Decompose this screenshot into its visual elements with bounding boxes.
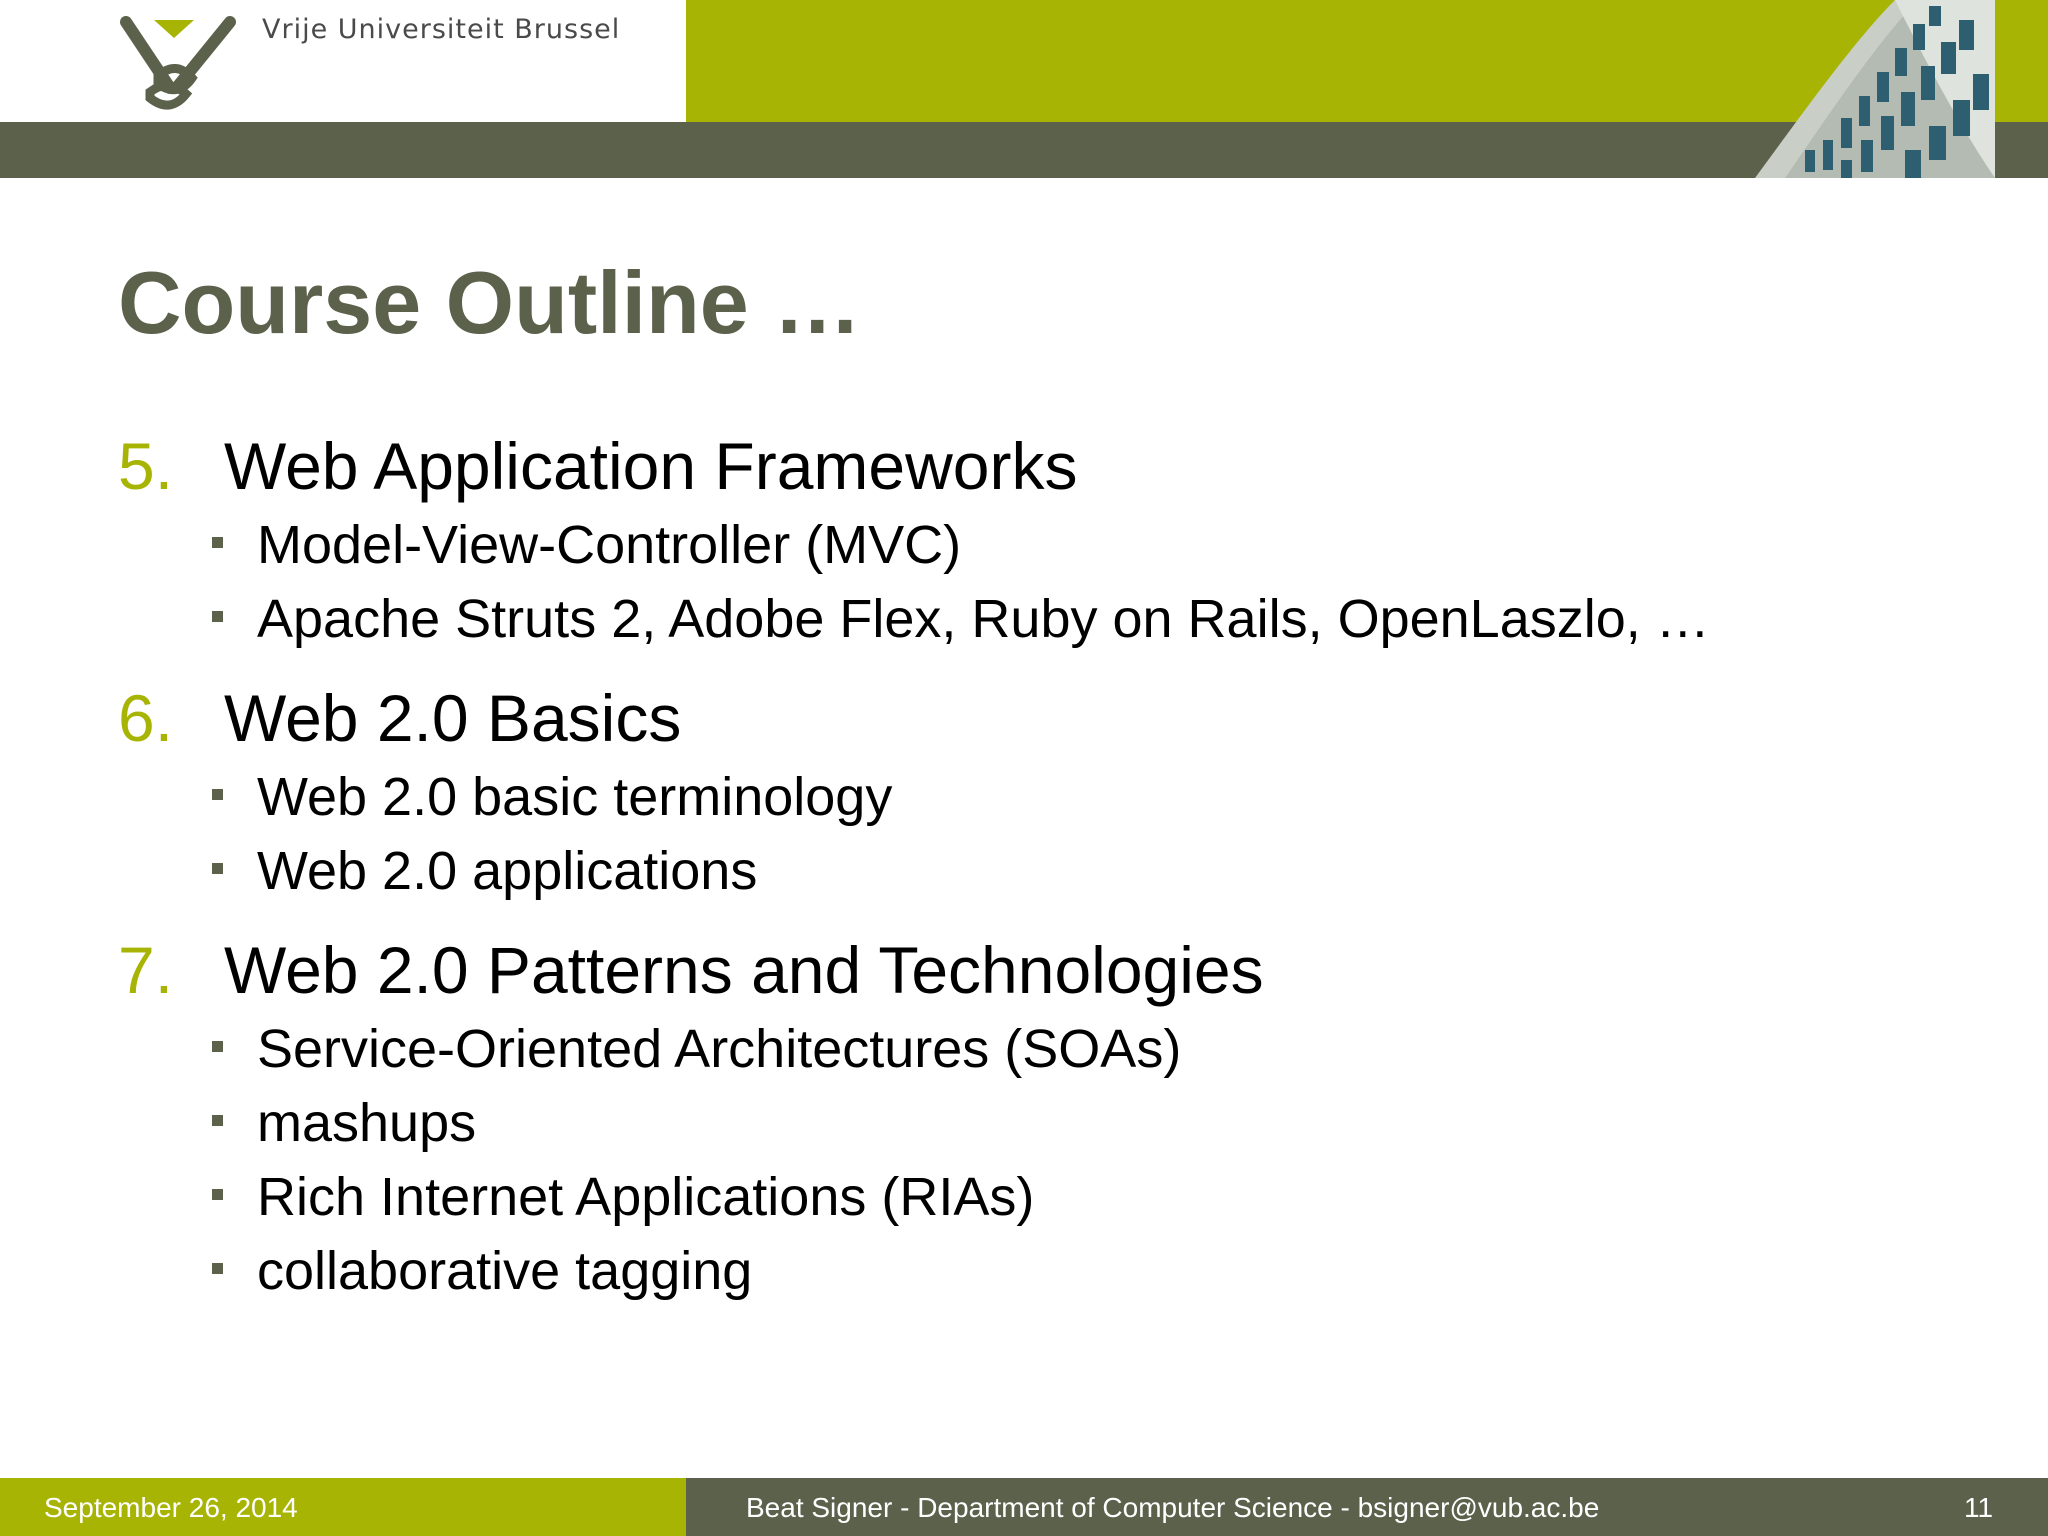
list-item-label: Model-View-Controller (MVC) <box>257 515 962 575</box>
list-item <box>212 1018 1181 1080</box>
square-bullet-icon <box>212 1115 223 1126</box>
list-item-label: Web 2.0 applications <box>257 841 758 901</box>
list-item <box>212 1240 752 1302</box>
vub-logo-icon <box>118 16 238 112</box>
list-item-label: Service-Oriented Architectures (SOAs) <box>257 1019 1182 1079</box>
section-item <box>118 428 1077 504</box>
list-item <box>212 1166 1034 1228</box>
list-item-label: collaborative tagging <box>257 1241 753 1301</box>
square-bullet-icon <box>212 1041 223 1052</box>
section-number: 7. <box>118 933 174 1007</box>
section-item <box>118 680 681 756</box>
list-item <box>212 840 757 902</box>
section-number: 5. <box>118 429 174 503</box>
section-item <box>118 932 1264 1008</box>
list-item <box>212 588 1710 650</box>
square-bullet-icon <box>212 1263 223 1274</box>
header-band <box>0 122 2048 178</box>
list-item-label: Apache Struts 2, Adobe Flex, Ruby on Rails, OpenLaszlo, … <box>257 589 1710 649</box>
section-label: Web 2.0 Basics <box>224 681 682 755</box>
section-label: Web 2.0 Patterns and Technologies <box>224 933 1264 1007</box>
square-bullet-icon <box>212 611 223 622</box>
building-image-icon <box>1745 0 1995 178</box>
section-label: Web Application Frameworks <box>224 429 1078 503</box>
list-item <box>212 1092 476 1154</box>
page-title: Course Outline … <box>118 253 862 352</box>
footer-date: September 26, 2014 <box>44 1492 298 1523</box>
section-number: 6. <box>118 681 174 755</box>
list-item-label: Rich Internet Applications (RIAs) <box>257 1167 1035 1227</box>
square-bullet-icon <box>212 1189 223 1200</box>
list-item <box>212 766 892 828</box>
university-name: Vrije Universiteit Brussel <box>262 14 621 45</box>
list-item-label: mashups <box>257 1093 477 1153</box>
list-item-label: Web 2.0 basic terminology <box>257 767 893 827</box>
square-bullet-icon <box>212 789 223 800</box>
square-bullet-icon <box>212 863 223 874</box>
list-item <box>212 514 961 576</box>
square-bullet-icon <box>212 537 223 548</box>
page-number: 11 <box>1964 1492 1994 1523</box>
footer-author: Beat Signer - Department of Computer Science - bsigner@vub.ac.be <box>746 1492 1600 1523</box>
